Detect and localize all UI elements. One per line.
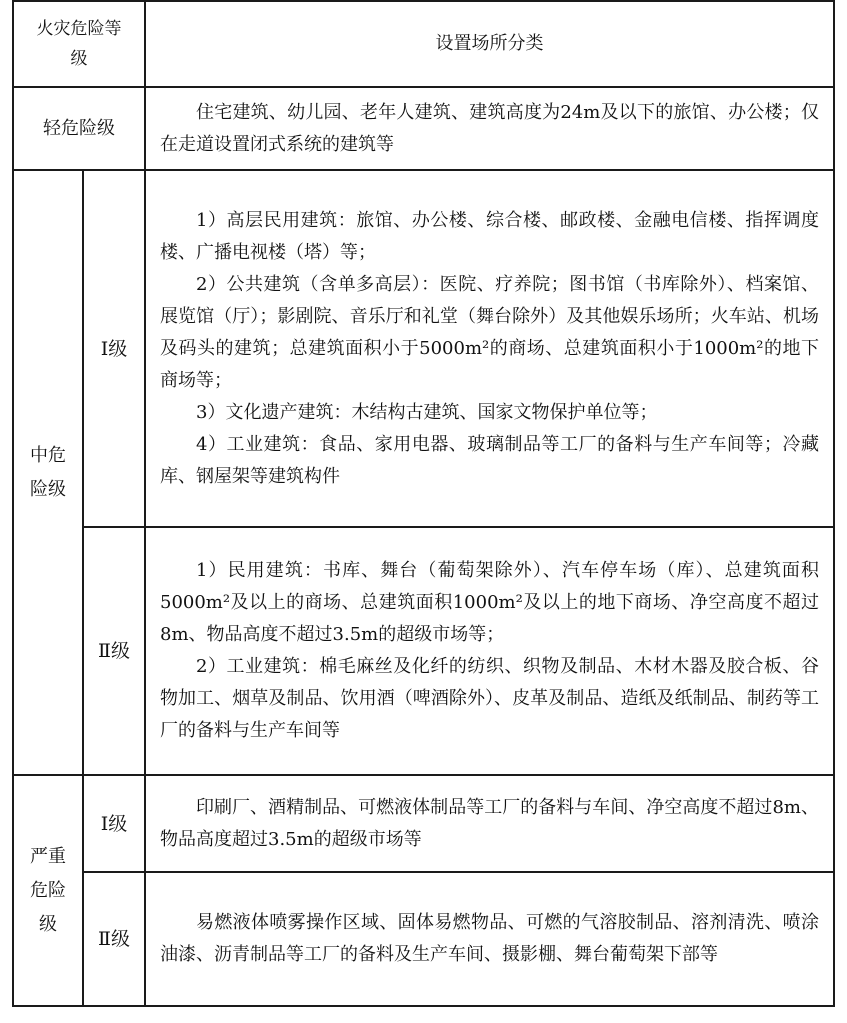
- medium-grade2-row: [13, 527, 834, 775]
- serious-grade1-row: [13, 775, 834, 872]
- header-row: [13, 1, 834, 87]
- medium-grade2-label: Ⅱ级: [83, 527, 145, 775]
- medium-grade2-content-cell: [145, 527, 834, 775]
- light-hazard-level-cell: 轻危险级: [13, 87, 145, 170]
- medium-hazard-level-cell: [13, 170, 83, 775]
- medium-grade1-label: Ⅰ级: [83, 170, 145, 527]
- header-category-cell: 设置场所分类: [145, 1, 834, 87]
- fire-hazard-classification-table: [12, 0, 835, 1007]
- serious-grade2-row: [13, 872, 834, 1006]
- serious-grade2-label: Ⅱ级: [83, 872, 145, 1006]
- serious-grade1-item: 印刷厂、酒精制品、可燃液体制品等工厂的备料与车间、净空高度不超过8m、物品高度超过3.5m的超级市场等: [160, 796, 819, 850]
- medium-grade1-item-3: 3）文化遗产建筑：木结构古建筑、国家文物保护单位等；: [196, 401, 658, 423]
- light-hazard-content-cell: [145, 87, 834, 170]
- header-level-text: 火灾危险等级: [36, 19, 122, 69]
- medium-grade2-item-2: 2）工业建筑：棉毛麻丝及化纤的纺织、织物及制品、木材木器及胶合板、谷物加工、烟草及制品、饮用酒（啤酒除外）、皮革及制品、造纸及纸制品、制药等工厂的备料与生产车间等: [160, 656, 819, 741]
- serious-hazard-level-text: 严重危险级: [30, 845, 66, 935]
- medium-grade1-item-1: 1）高层民用建筑：旅馆、办公楼、综合楼、邮政楼、金融电信楼、指挥调度楼、广播电视楼（塔）等；: [160, 209, 819, 263]
- serious-grade2-content-cell: [145, 872, 834, 1006]
- medium-hazard-level-text: 中危险级: [30, 444, 66, 500]
- light-hazard-row: [13, 87, 834, 170]
- serious-hazard-level-cell: [13, 775, 83, 1006]
- serious-grade2-item: 易燃液体喷雾操作区域、固体易燃物品、可燃的气溶胶制品、溶剂清洗、喷涂油漆、沥青制品等工厂的备料及生产车间、摄影棚、舞台葡萄架下部等: [160, 912, 819, 965]
- header-level-cell: [13, 1, 145, 87]
- light-hazard-item: 住宅建筑、幼儿园、老年人建筑、建筑高度为24m及以下的旅馆、办公楼；仅在走道设置闭式系统的建筑等: [160, 101, 819, 155]
- medium-grade1-row: [13, 170, 834, 527]
- serious-grade1-label: Ⅰ级: [83, 775, 145, 872]
- medium-grade1-content-cell: [145, 170, 834, 527]
- serious-grade1-content-cell: [145, 775, 834, 872]
- medium-grade2-item-1: 1）民用建筑：书库、舞台（葡萄架除外）、汽车停车场（库）、总建筑面积5000m²及以上的商场、总建筑面积1000m²及以上的地下商场、净空高度不超过8m、物品高度不超过3.5m的超级市场等；: [160, 560, 819, 645]
- classification-table-frame: [12, 0, 835, 1005]
- medium-grade1-item-2: 2）公共建筑（含单多高层）：医院、疗养院；图书馆（书库除外）、档案馆、展览馆（厅）；影剧院、音乐厅和礼堂（舞台除外）及其他娱乐场所；火车站、机场及码头的建筑；总建筑面积小于5000m²的商场、总建筑面积小于1000m²的地下商场等；: [160, 273, 819, 391]
- medium-grade1-item-4: 4）工业建筑：食品、家用电器、玻璃制品等工厂的备料与生产车间等；冷藏库、钢屋架等建筑构件: [160, 433, 819, 487]
